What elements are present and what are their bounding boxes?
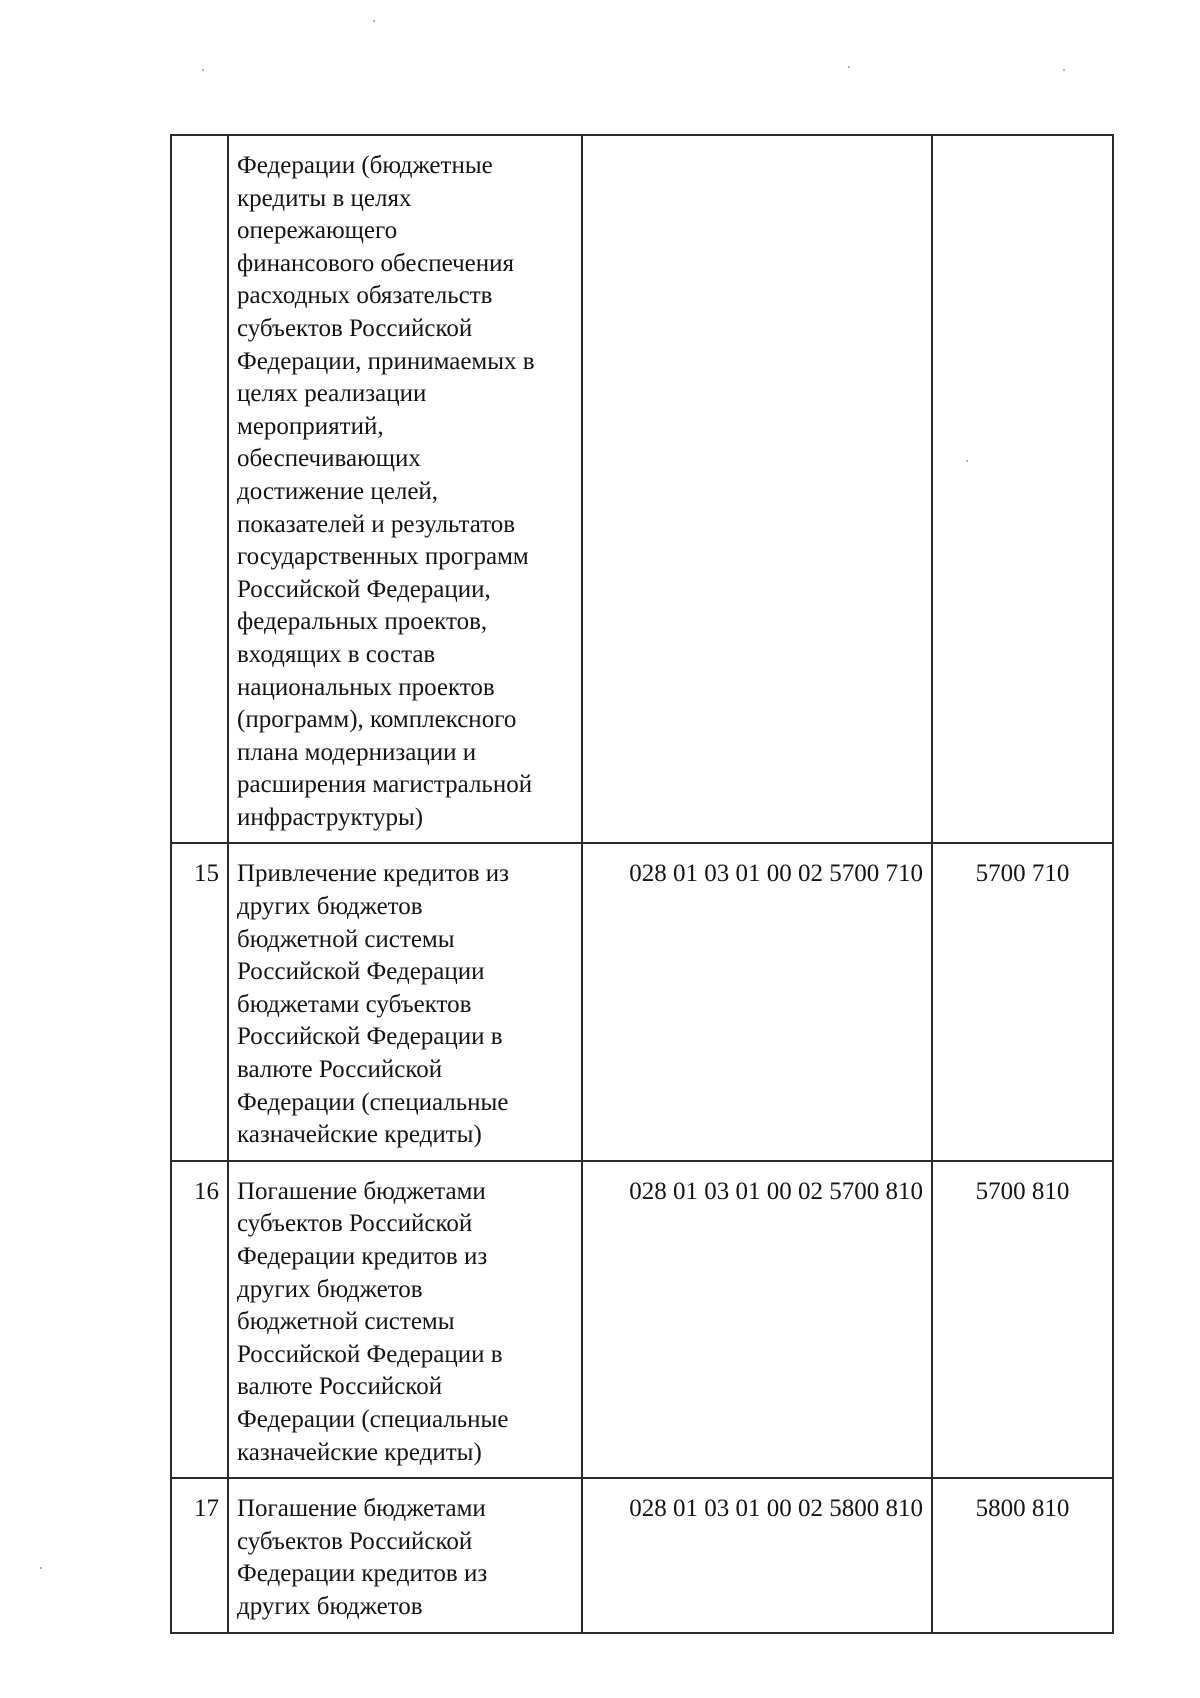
row-number — [171, 135, 228, 843]
description-line: других бюджетов — [237, 1592, 423, 1620]
row-classification-code — [582, 135, 932, 843]
description-line: Федерации (бюджетные — [237, 152, 493, 179]
description-line: обеспечивающих — [237, 445, 421, 473]
scan-speck — [1063, 69, 1065, 71]
row-description — [228, 135, 582, 843]
description-line: валюте Российской — [237, 1373, 443, 1401]
row-description — [228, 843, 582, 1160]
description-line: входящих в состав — [237, 640, 436, 668]
description-line: валюте Российской — [237, 1056, 443, 1084]
scan-speck — [848, 66, 850, 68]
scan-speck — [202, 69, 204, 71]
description-line: субъектов Российской — [237, 1210, 473, 1238]
description-line: бюджетами субъектов — [237, 990, 472, 1018]
description-line: Федерации, принимаемых в — [237, 347, 535, 375]
scan-speck — [40, 1567, 42, 1569]
description-line: федеральных проектов, — [237, 608, 488, 636]
description-line: финансового обеспечения — [237, 249, 515, 277]
row-classification-code: 028 01 03 01 00 02 5700 810 — [582, 1161, 932, 1478]
row-short-code — [932, 135, 1113, 843]
description-line: Российской Федерации в — [237, 1340, 503, 1368]
description-line: кредиты в целях — [237, 184, 412, 212]
description-line: достижение целей, — [237, 477, 439, 505]
description-line: (программ), комплексного — [237, 706, 517, 734]
description-line: других бюджетов — [237, 893, 423, 921]
description-line: Федерации (специальные — [237, 1088, 509, 1116]
description-line: расширения магистральной — [237, 771, 533, 799]
row-short-code: 5800 810 — [932, 1478, 1113, 1632]
description-line: Погашение бюджетами — [237, 1495, 486, 1523]
description-line: казначейские кредиты) — [237, 1438, 482, 1466]
description-line: бюджетной системы — [237, 925, 455, 953]
description-line: целях реализации — [237, 380, 427, 408]
description-line: Российской Федерации, — [237, 575, 491, 603]
scan-speck — [373, 20, 375, 22]
row-classification-code: 028 01 03 01 00 02 5800 810 — [582, 1478, 932, 1632]
table-row — [171, 135, 1113, 843]
description-line: Привлечение кредитов из — [237, 860, 510, 888]
description-line: показателей и результатов — [237, 510, 516, 538]
description-line: субъектов Российской — [237, 314, 473, 342]
row-description — [228, 1478, 582, 1632]
row-classification-code: 028 01 03 01 00 02 5700 710 — [582, 843, 932, 1160]
description-line: Федерации кредитов из — [237, 1560, 488, 1588]
row-number: 16 — [171, 1161, 228, 1478]
description-line: Российской Федерации в — [237, 1023, 503, 1051]
description-line: казначейские кредиты) — [237, 1121, 482, 1149]
description-line: опережающего — [237, 217, 398, 245]
budget-classification-table — [170, 134, 1114, 1634]
row-number: 15 — [171, 843, 228, 1160]
row-short-code: 5700 810 — [932, 1161, 1113, 1478]
table-row — [171, 843, 1113, 1160]
table-body — [171, 135, 1113, 1633]
description-line: бюджетной системы — [237, 1308, 455, 1336]
description-line: Федерации кредитов из — [237, 1243, 488, 1270]
description-line: государственных программ — [237, 543, 529, 571]
description-line: других бюджетов — [237, 1275, 423, 1303]
description-line: национальных проектов — [237, 673, 495, 701]
row-short-code: 5700 710 — [932, 843, 1113, 1160]
table-row — [171, 1478, 1113, 1632]
description-line: Федерации (специальные — [237, 1405, 509, 1433]
description-line: субъектов Российской — [237, 1527, 473, 1555]
description-line: расходных обязательств — [237, 282, 493, 310]
description-line: мероприятий, — [237, 412, 384, 440]
description-line: Погашение бюджетами — [237, 1177, 486, 1205]
description-line: Российской Федерации — [237, 958, 485, 986]
row-description — [228, 1161, 582, 1478]
row-number: 17 — [171, 1478, 228, 1632]
description-line: инфраструктуры) — [237, 803, 424, 831]
description-line: плана модернизации и — [237, 738, 477, 766]
table-row — [171, 1161, 1113, 1478]
